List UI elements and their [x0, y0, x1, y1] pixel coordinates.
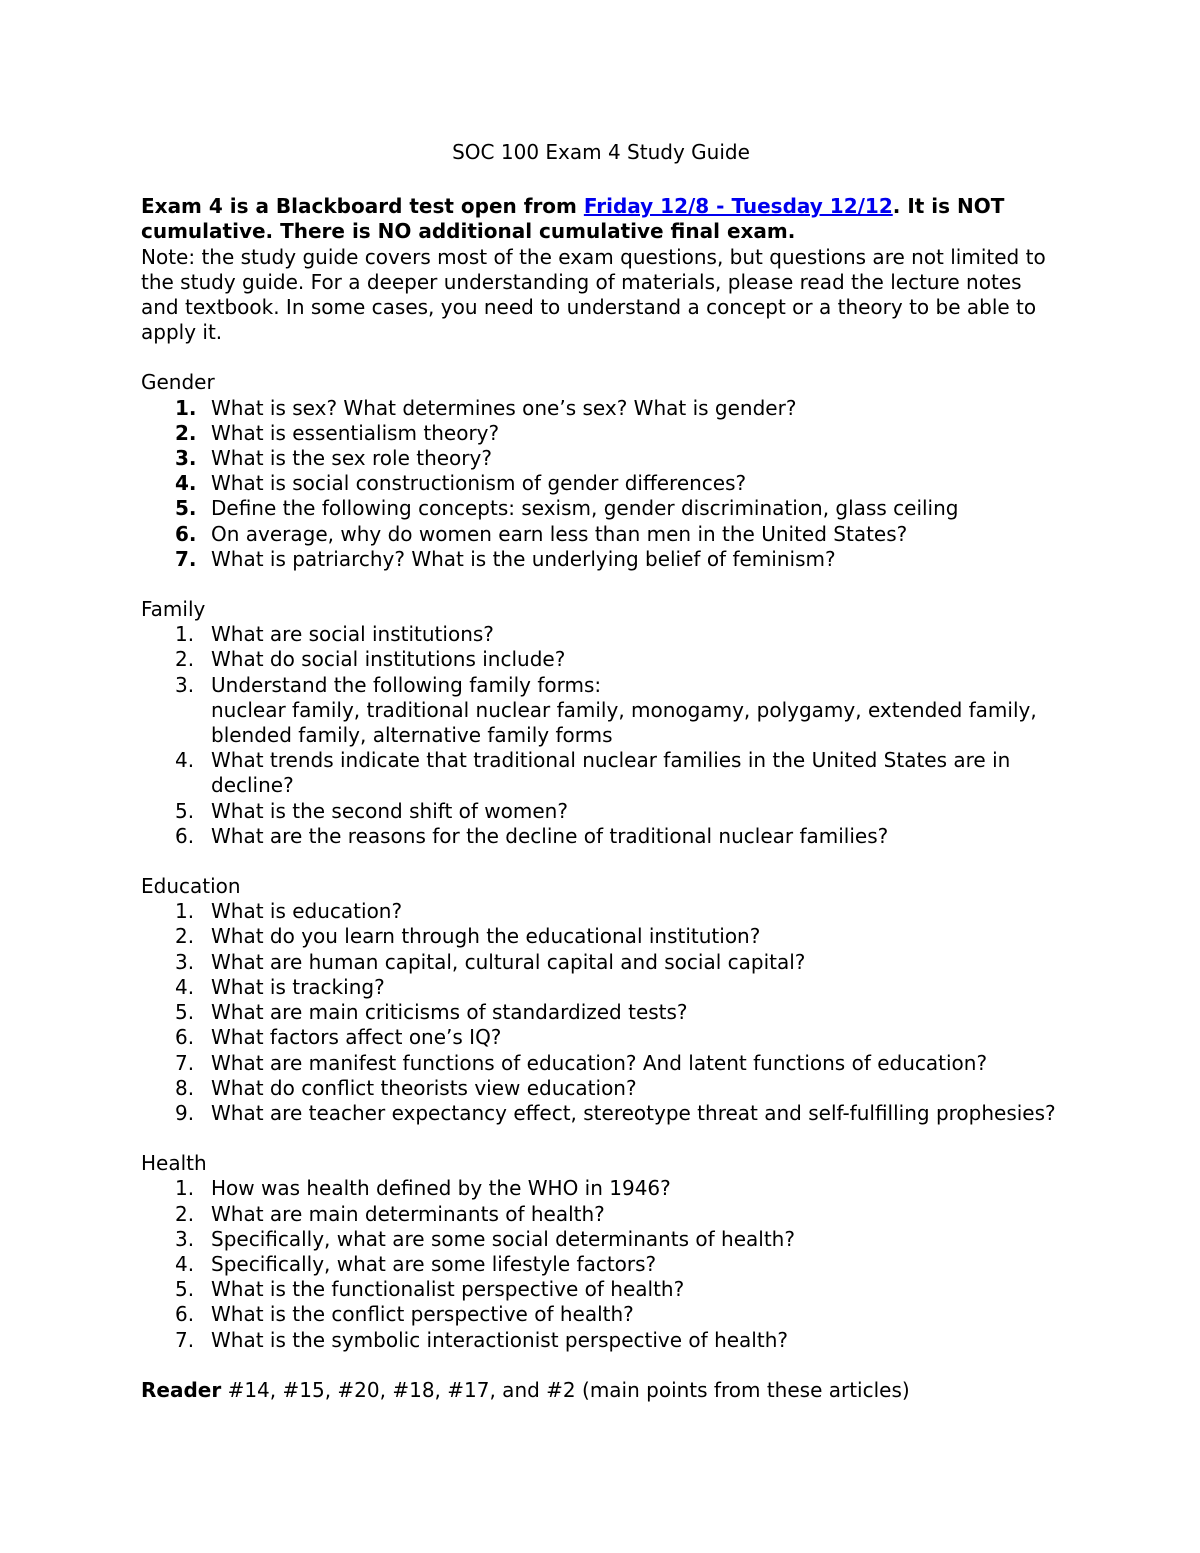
item-number: 3. — [175, 949, 195, 974]
section-heading-gender: Gender — [141, 370, 215, 395]
exam-intro — [141, 194, 1061, 244]
list-item — [141, 899, 1061, 924]
document-body — [141, 140, 1061, 1423]
section-heading-health: Health — [141, 1151, 207, 1176]
item-number: 7. — [175, 1050, 195, 1075]
item-number: 5. — [175, 798, 195, 823]
item-number: 7. — [175, 1327, 195, 1352]
section-health — [141, 1151, 1061, 1353]
page-title: SOC 100 Exam 4 Study Guide — [452, 140, 750, 164]
item-text: How was health defined by the WHO in 1946? — [211, 1176, 671, 1201]
list-item — [141, 1051, 1061, 1076]
list-item — [141, 1277, 1061, 1302]
item-text: What is the conflict perspective of health? — [211, 1302, 634, 1327]
item-text: What are social institutions? — [211, 622, 494, 647]
section-family — [141, 597, 1061, 849]
item-text: What is the symbolic interactionist perspective of health? — [211, 1327, 788, 1352]
item-text: What are main criticisms of standardized tests? — [211, 1000, 688, 1025]
item-text: What trends indicate that traditional nuclear families in the United States are in decline? — [211, 748, 1011, 798]
list-item — [141, 1202, 1061, 1227]
item-number: 4. — [175, 748, 195, 773]
list-item — [141, 1000, 1061, 1025]
list-item — [141, 1227, 1061, 1252]
item-number: 6. — [175, 1302, 195, 1327]
item-number: 3. — [175, 672, 195, 697]
item-number: 1. — [175, 395, 197, 420]
item-text: Specifically, what are some lifestyle factors? — [211, 1251, 657, 1276]
item-text: What is the second shift of women? — [211, 798, 568, 823]
item-number: 5. — [175, 1000, 195, 1025]
list-item — [141, 396, 1061, 421]
list-item — [141, 421, 1061, 446]
education-question-list — [141, 899, 1061, 1126]
item-text: What are teacher expectancy effect, stereotype threat and self-fulfilling prophesies? — [211, 1100, 1056, 1125]
item-number: 2. — [175, 420, 197, 445]
item-number: 4. — [175, 1251, 195, 1276]
item-text: Understand the following family forms: — [211, 672, 602, 697]
list-item — [141, 647, 1061, 672]
item-text: What is patriarchy? What is the underlying belief of feminism? — [211, 546, 836, 571]
item-number: 4. — [175, 471, 197, 496]
list-item — [141, 673, 1061, 749]
reader-label: Reader — [141, 1377, 222, 1402]
exam-intro-prefix: Exam 4 is a Blackboard test open from — [141, 194, 584, 219]
item-number: 7. — [175, 546, 197, 571]
item-number: 8. — [175, 1075, 195, 1100]
section-gender — [141, 370, 1061, 572]
item-number: 4. — [175, 974, 195, 999]
health-question-list — [141, 1176, 1061, 1352]
list-item — [141, 471, 1061, 496]
reader-articles: #14, #15, #20, #18, #17, and #2 (main points from these articles) — [221, 1377, 910, 1402]
item-subtext: nuclear family, traditional nuclear family, monogamy, polygamy, extended family, blended family, alternative family forms — [211, 697, 1037, 748]
list-item — [141, 1302, 1061, 1327]
item-text: What are manifest functions of education? And latent functions of education? — [211, 1050, 988, 1075]
list-item — [141, 748, 1061, 798]
list-item — [141, 1176, 1061, 1201]
item-text: What do you learn through the educational institution? — [211, 924, 761, 949]
item-text: Define the following concepts: sexism, gender discrimination, glass ceiling — [211, 496, 959, 521]
list-item — [141, 622, 1061, 647]
list-item — [141, 522, 1061, 547]
list-item — [141, 799, 1061, 824]
reader-assignment — [141, 1378, 1061, 1403]
item-text: What is social constructionism of gender differences? — [211, 471, 747, 496]
study-note: Note: the study guide covers most of the exam questions, but questions are not limited to the study guide. For a deeper understanding of materials, please read the lecture notes and textbook. In some cases, you need to understand a concept or a theory to be able to apply it. — [141, 244, 1046, 345]
item-number: 5. — [175, 1277, 195, 1302]
item-number: 2. — [175, 924, 195, 949]
list-item — [141, 547, 1061, 572]
item-number: 1. — [175, 1176, 195, 1201]
list-item — [141, 496, 1061, 521]
item-number: 3. — [175, 1226, 195, 1251]
item-text: What is education? — [211, 899, 403, 924]
list-item — [141, 950, 1061, 975]
item-text: What is the functionalist perspective of health? — [211, 1277, 685, 1302]
item-text: What is essentialism theory? — [211, 420, 500, 445]
list-item — [141, 1252, 1061, 1277]
list-item — [141, 975, 1061, 1000]
list-item — [141, 924, 1061, 949]
item-number: 6. — [175, 1025, 195, 1050]
item-number: 3. — [175, 446, 197, 471]
list-item — [141, 1101, 1061, 1126]
exam-dates-link[interactable]: Friday 12/8 - Tuesday 12/12 — [583, 194, 893, 219]
list-item — [141, 824, 1061, 849]
item-number: 6. — [175, 823, 195, 848]
item-text: What are human capital, cultural capital and social capital? — [211, 949, 806, 974]
list-item — [141, 1025, 1061, 1050]
section-heading-family: Family — [141, 597, 206, 622]
item-text: What do conflict theorists view education? — [211, 1075, 637, 1100]
item-number: 1. — [175, 899, 195, 924]
item-text: Specifically, what are some social determinants of health? — [211, 1226, 795, 1251]
item-text: What factors affect one’s IQ? — [211, 1025, 502, 1050]
item-text: What do social institutions include? — [211, 647, 566, 672]
item-number: 2. — [175, 1201, 195, 1226]
list-item — [141, 446, 1061, 471]
section-education — [141, 874, 1061, 1126]
item-text: On average, why do women earn less than men in the United States? — [211, 521, 908, 546]
list-item — [141, 1328, 1061, 1353]
item-number: 9. — [175, 1100, 195, 1125]
item-number: 6. — [175, 521, 197, 546]
section-heading-education: Education — [141, 874, 241, 899]
exam-intro-suffix: . It is NOT cumulative. There is NO additional cumulative final exam. — [141, 194, 1005, 244]
family-question-list — [141, 622, 1061, 849]
item-number: 2. — [175, 647, 195, 672]
gender-question-list — [141, 396, 1061, 572]
item-text: What is tracking? — [211, 974, 385, 999]
item-number: 1. — [175, 622, 195, 647]
list-item — [141, 1076, 1061, 1101]
item-text: What is sex? What determines one’s sex? What is gender? — [211, 395, 797, 420]
item-text: What are main determinants of health? — [211, 1201, 605, 1226]
item-number: 5. — [175, 496, 197, 521]
item-text: What are the reasons for the decline of traditional nuclear families? — [211, 823, 889, 848]
item-text: What is the sex role theory? — [211, 446, 492, 471]
